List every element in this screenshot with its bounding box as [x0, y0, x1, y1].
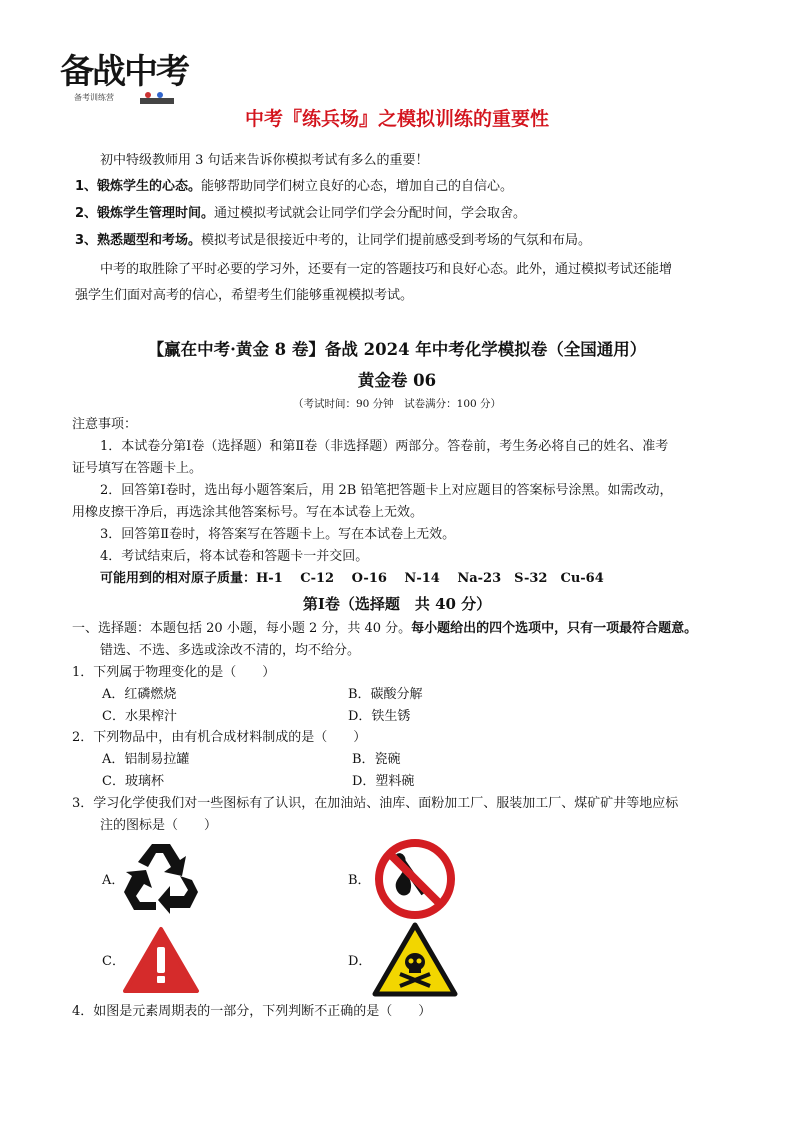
instruction-lead: 一、选择题：: [72, 621, 151, 636]
question-1-option-a[interactable]: A．红磷燃烧: [102, 687, 177, 702]
point-text: 模拟考试是很接近中考的，让同学们提前感受到考场的气氛和布局。: [201, 233, 592, 248]
question-4-stem: 4．如图是元素周期表的一部分，下列判断不正确的是（ ）: [72, 1004, 432, 1019]
atomic-mass-label: 可能用到的相对原子质量：: [100, 571, 257, 586]
intro-line: 初中特级教师用 3 句话来告诉你模拟考试有多么的重要！: [100, 153, 429, 168]
question-1-option-c[interactable]: C．水果榨汁: [102, 709, 177, 724]
question-1-option-d[interactable]: D．铁生锈: [348, 709, 411, 724]
question-3-option-c[interactable]: C．: [102, 954, 125, 969]
logo-main-text: 备战中考: [60, 52, 188, 92]
toxic-icon: [372, 922, 458, 998]
question-2-option-a[interactable]: A．铝制易拉罐: [102, 752, 190, 767]
intro-point-3: [75, 232, 591, 250]
question-2-option-b[interactable]: B．瓷碗: [352, 752, 401, 767]
section-title: 第Ⅰ卷（选择题 共 40 分）: [302, 595, 492, 613]
notice-item: 4．考试结束后，将本试卷和答题卡一并交回。: [100, 549, 369, 564]
point-text: 能够帮助同学们树立良好的心态，增加自己的自信心。: [201, 179, 514, 194]
question-3-stem-line1: 3．学习化学使我们对一些图标有了认识，在加油站、油库、面粉加工厂、服装加工厂、煤矿矿井等地应标: [72, 796, 679, 811]
point-lead: 3、熟悉题型和考场。: [75, 233, 202, 248]
exam-meta: （考试时间：90 分钟 试卷满分：100 分）: [292, 398, 502, 410]
intro-paragraph-line1: 中考的取胜除了平时必要的学习外，还要有一定的答题技巧和良好心态。此外，通过模拟考试还能增: [100, 262, 673, 277]
question-3-stem-line2: 注的图标是（ ）: [100, 818, 218, 833]
warning-icon: [122, 925, 200, 995]
section-instruction-line1: [72, 620, 697, 638]
section-instruction-line2: 错选、不选、多选或涂改不清的，均不给分。: [100, 643, 361, 658]
intro-point-2: [75, 205, 526, 223]
question-1-stem: 1．下列属于物理变化的是（ ）: [72, 665, 276, 680]
point-lead: 2、锻炼学生管理时间。: [75, 206, 215, 221]
question-1-option-b[interactable]: B．碳酸分解: [348, 687, 423, 702]
notice-item: 证号填写在答题卡上。: [72, 461, 203, 476]
exam-subtitle: 黄金卷 06: [357, 371, 437, 390]
point-text: 通过模拟考试就会让同学们学会分配时间，学会取舍。: [214, 206, 527, 221]
instruction-emphasis: 每小题给出的四个选项中，只有一项最符合题意。: [411, 621, 698, 636]
question-3-option-b[interactable]: B．: [348, 873, 371, 888]
notice-item: 2．回答第Ⅰ卷时，选出每小题答案后，用 2B 铅笔把答题卡上对应题目的答案标号涂黑。如需改动，: [100, 483, 673, 498]
point-lead: 1、锻炼学生的心态。: [75, 179, 202, 194]
notice-heading: 注意事项：: [72, 417, 138, 432]
notice-item: 1．本试卷分第Ⅰ卷（选择题）和第Ⅱ卷（非选择题）两部分。答卷前，考生务必将自己的姓名、准考: [100, 439, 669, 454]
question-2-stem: 2．下列物品中，由有机合成材料制成的是（ ）: [72, 730, 367, 745]
question-3-option-a[interactable]: A．: [102, 873, 125, 888]
question-2-option-d[interactable]: D．塑料碗: [352, 774, 415, 789]
question-2-option-c[interactable]: C．玻璃杯: [102, 774, 164, 789]
atomic-mass-values: H-1 C-12 O-16 N-14 Na-23 S-32 Cu-64: [256, 571, 604, 586]
logo-sub-text: 备考训练营: [74, 93, 114, 102]
atomic-mass-line: [100, 570, 604, 588]
logo: [60, 52, 220, 112]
intro-paragraph-line2: 强学生们面对高考的信心，希望考生们能够重视模拟考试。: [75, 288, 414, 303]
notice-item: 3．回答第Ⅱ卷时，将答案写在答题卡上。写在本试卷上无效。: [100, 527, 456, 542]
instruction-middle: 本题包括 20 小题，每小题 2 分，共 40 分。: [150, 621, 412, 636]
no-fire-icon: [374, 838, 456, 920]
intro-point-1: [75, 178, 513, 196]
recycle-icon: [122, 840, 200, 914]
exam-title: 【赢在中考·黄金 8 卷】备战 2024 年中考化学模拟卷（全国通用）: [147, 340, 647, 359]
notice-item: 用橡皮擦干净后，再选涂其他答案标号。写在本试卷上无效。: [72, 505, 424, 520]
question-3-option-d[interactable]: D．: [348, 954, 372, 969]
banner-title: 中考『练兵场』之模拟训练的重要性: [244, 108, 549, 130]
